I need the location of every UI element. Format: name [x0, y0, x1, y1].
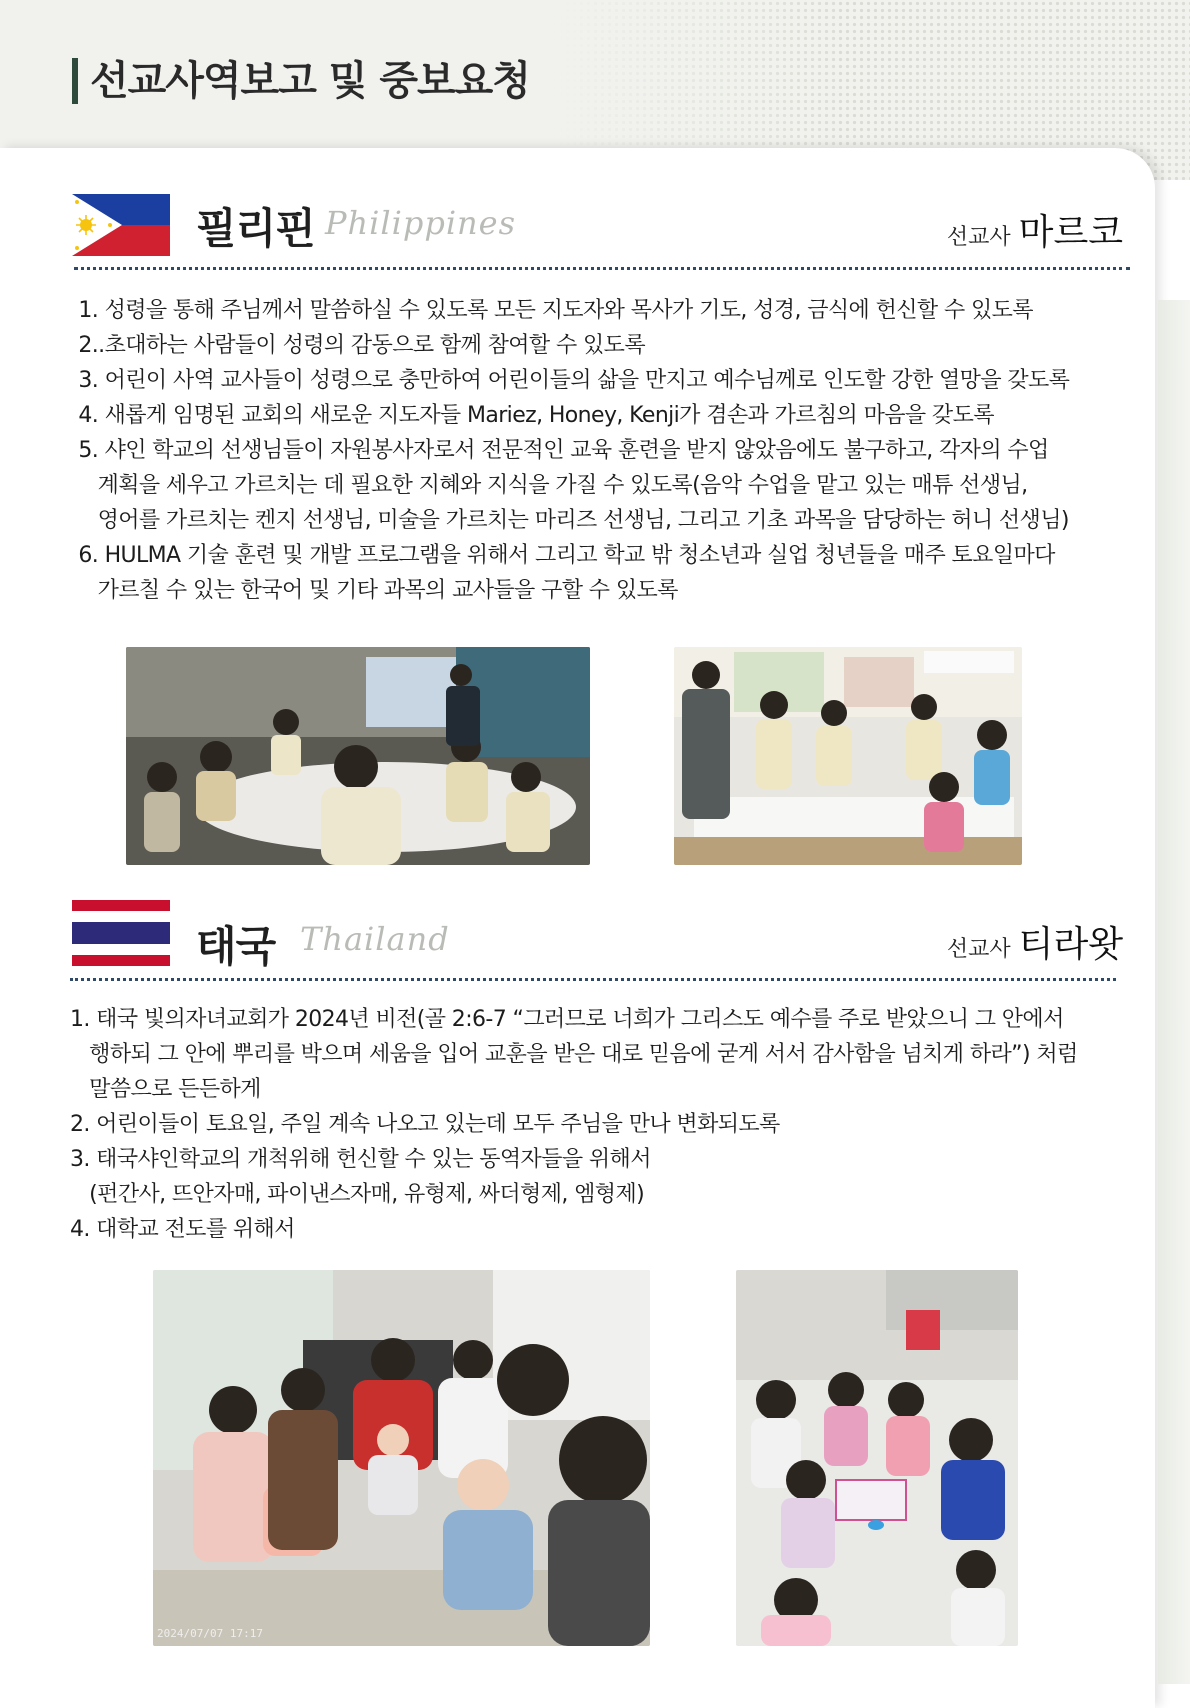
list-item: 4. 대학교 전도를 위해서 — [70, 1217, 295, 1242]
philippines-request-list — [72, 293, 1069, 608]
thailand-title: 태국 — [196, 922, 276, 971]
thailand-header — [0, 898, 1155, 978]
philippines-title-en: Philippines — [325, 204, 517, 242]
list-item: 계획을 세우고 가르치는 데 필요한 지혜와 지식을 가질 수 있도록(음악 수업을 맡고 있는 매튜 선생님, — [72, 473, 1028, 498]
list-item: 행하되 그 안에 뿌리를 박으며 세움을 입어 교훈을 받은 대로 믿음에 굳게 서서 감사함을 넘치게 하라”) 처럼 — [70, 1042, 1078, 1067]
thailand-photo-group — [153, 1270, 650, 1646]
thailand-title-en: Thailand — [300, 920, 450, 958]
philippines-photo-classroom — [126, 647, 590, 865]
missionary-name: 티라왓 — [1018, 924, 1123, 965]
list-item: 5. 샤인 학교의 선생님들이 자원봉사자로서 전문적인 교육 훈련을 받지 않았음에도 불구하고, 각자의 수업 — [72, 438, 1049, 463]
philippines-flag-icon — [72, 194, 170, 256]
thailand-request-list — [70, 1002, 1078, 1247]
missionary-name: 마르코 — [1018, 212, 1123, 253]
philippines-divider — [74, 267, 1130, 270]
list-item: 1. 성령을 통해 주님께서 말씀하실 수 있도록 모든 지도자와 목사가 기도, 성경, 금식에 헌신할 수 있도록 — [72, 298, 1033, 323]
list-item: (펀간사, 뜨안자매, 파이낸스자매, 유형제, 싸더형제, 엠형제) — [70, 1182, 645, 1207]
missionary-label: 선교사 — [946, 225, 1011, 250]
list-item: 3. 어린이 사역 교사들이 성령으로 충만하여 어린이들의 삶을 만지고 예수님께로 인도할 강한 열망을 갖도록 — [72, 368, 1070, 393]
thailand-divider — [70, 978, 1116, 981]
list-item: 1. 태국 빛의자녀교회가 2024년 비전(골 2:6-7 “그러므로 너희가 그리스도 예수를 주로 받았으니 그 안에서 — [70, 1007, 1064, 1032]
list-item: 말씀으로 든든하게 — [70, 1077, 261, 1102]
missionary-label: 선교사 — [946, 937, 1011, 962]
list-item: 2. 어린이들이 토요일, 주일 계속 나오고 있는데 모두 주님을 만나 변화되도록 — [70, 1112, 780, 1137]
philippines-photo-activity — [674, 647, 1022, 865]
philippines-header — [0, 190, 1155, 270]
thailand-flag-icon — [72, 900, 170, 962]
card-side-shadow — [1158, 300, 1190, 1684]
thailand-photo-children — [736, 1270, 1018, 1646]
list-item: 2..초대하는 사람들이 성령의 감동으로 함께 참여할 수 있도록 — [72, 333, 645, 358]
list-item: 6. HULMA 기술 훈련 및 개발 프로그램을 위해서 그리고 학교 밖 청소년과 실업 청년들을 매주 토요일마다 — [72, 543, 1055, 568]
thailand-missionary — [947, 916, 1123, 967]
page-title: 선교사역보고 및 중보요청 — [72, 58, 530, 104]
list-item: 영어를 가르치는 켄지 선생님, 미술을 가르치는 마리즈 선생님, 그리고 기초 과목을 담당하는 허니 선생님) — [72, 508, 1069, 533]
photo-timestamp: 2024/07/07 17:17 — [157, 1627, 263, 1640]
philippines-missionary — [947, 204, 1123, 255]
list-item: 3. 태국샤인학교의 개척위해 헌신할 수 있는 동역자들을 위해서 — [70, 1147, 651, 1172]
list-item: 4. 새롭게 임명된 교회의 새로운 지도자들 Mariez, Honey, Kenji가 겸손과 가르침의 마음을 갖도록 — [72, 403, 994, 428]
philippines-title: 필리핀 — [196, 204, 315, 253]
list-item: 가르칠 수 있는 한국어 및 기타 과목의 교사들을 구할 수 있도록 — [72, 578, 678, 603]
